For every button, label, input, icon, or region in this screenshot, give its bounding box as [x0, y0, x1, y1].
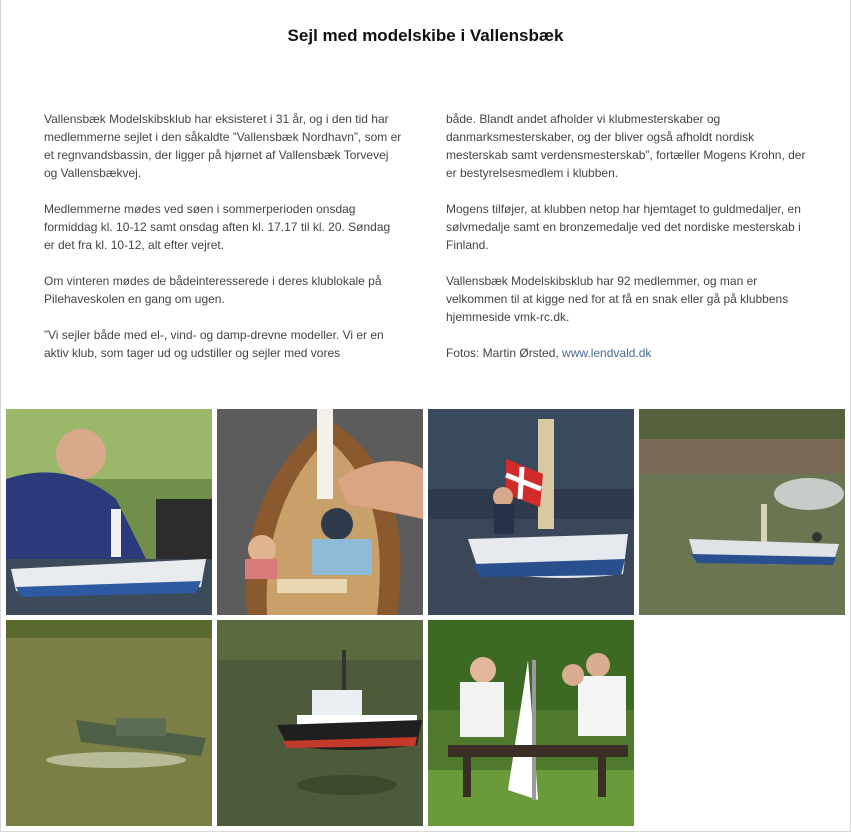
club-members-bench-photo [428, 620, 634, 826]
paragraph: Om vinteren mødes de bådeinteresserede i deres klublokale på Pilehaveskolen en gang om ugen. [44, 274, 382, 306]
gallery-photo[interactable] [428, 620, 634, 826]
steam-boat-on-lake-photo [639, 409, 845, 615]
military-boat-photo [6, 620, 212, 826]
gallery-photo[interactable] [6, 620, 212, 826]
photo-credit-text: Fotos: Martin Ørsted, [446, 346, 563, 360]
man-with-model-boat-photo [6, 409, 212, 615]
gallery-photo[interactable] [6, 409, 212, 615]
gallery-photo[interactable] [217, 620, 423, 826]
gallery-photo[interactable] [217, 409, 423, 615]
paragraph: Vallensbæk Modelskibsklub har 92 medlemmer, og man er velkommen til at kigge ned for at få en snak eller gå på klubbens hjemmeside vmk-rc.dk. [446, 274, 789, 324]
right-column [446, 110, 808, 380]
article-title: Sejl med modelskibe i Vallensbæk [287, 26, 564, 45]
wooden-boat-closeup-photo [217, 409, 423, 615]
photo-credit [446, 344, 808, 362]
gallery-photo[interactable] [639, 409, 845, 615]
paragraph: Medlemmerne mødes ved søen i sommerperioden onsdag formiddag kl. 10-12 samt onsdag aften kl. 17.17 til kl. 20. Søndag er det fra kl. 10-12, alt efter vejret. [44, 202, 391, 252]
tugboat-photo [217, 620, 423, 826]
gallery-photo[interactable] [428, 409, 634, 615]
photographer-link[interactable]: www.lendvald.dk [562, 346, 652, 360]
paragraph: ”Vi sejler både med el-, vind- og damp-drevne modeller. Vi er en aktiv klub, som tager ud og udstiller og sejler med vores [44, 328, 384, 360]
left-column [44, 110, 404, 380]
paragraph: Mogens tilføjer, at klubben netop har hjemtaget to guldmedaljer, en sølvmedalje samt en bronzemedalje ved det nordiske mesterskab i Finland. [446, 202, 801, 252]
paragraph: Vallensbæk Modelskibsklub har eksisteret i 31 år, og i den tid har medlemmerne sejlet i den såkaldte ”Vallensbæk Nordhavn”, som er et regnvandsbassin, der ligger på hjørnet af Vallensbæk Torvevej og Vallensbækvej. [44, 112, 402, 180]
paragraph: både. Blandt andet afholder vi klubmesterskaber og danmarksmesterskaber, og der bliver også afholdt nordisk mesterskab samt verdensmesterskab”, fortæller Mogens Krohn, der er bestyrelsesmedlem i klubben. [446, 112, 806, 180]
steam-boat-danish-flag-photo [428, 409, 634, 615]
